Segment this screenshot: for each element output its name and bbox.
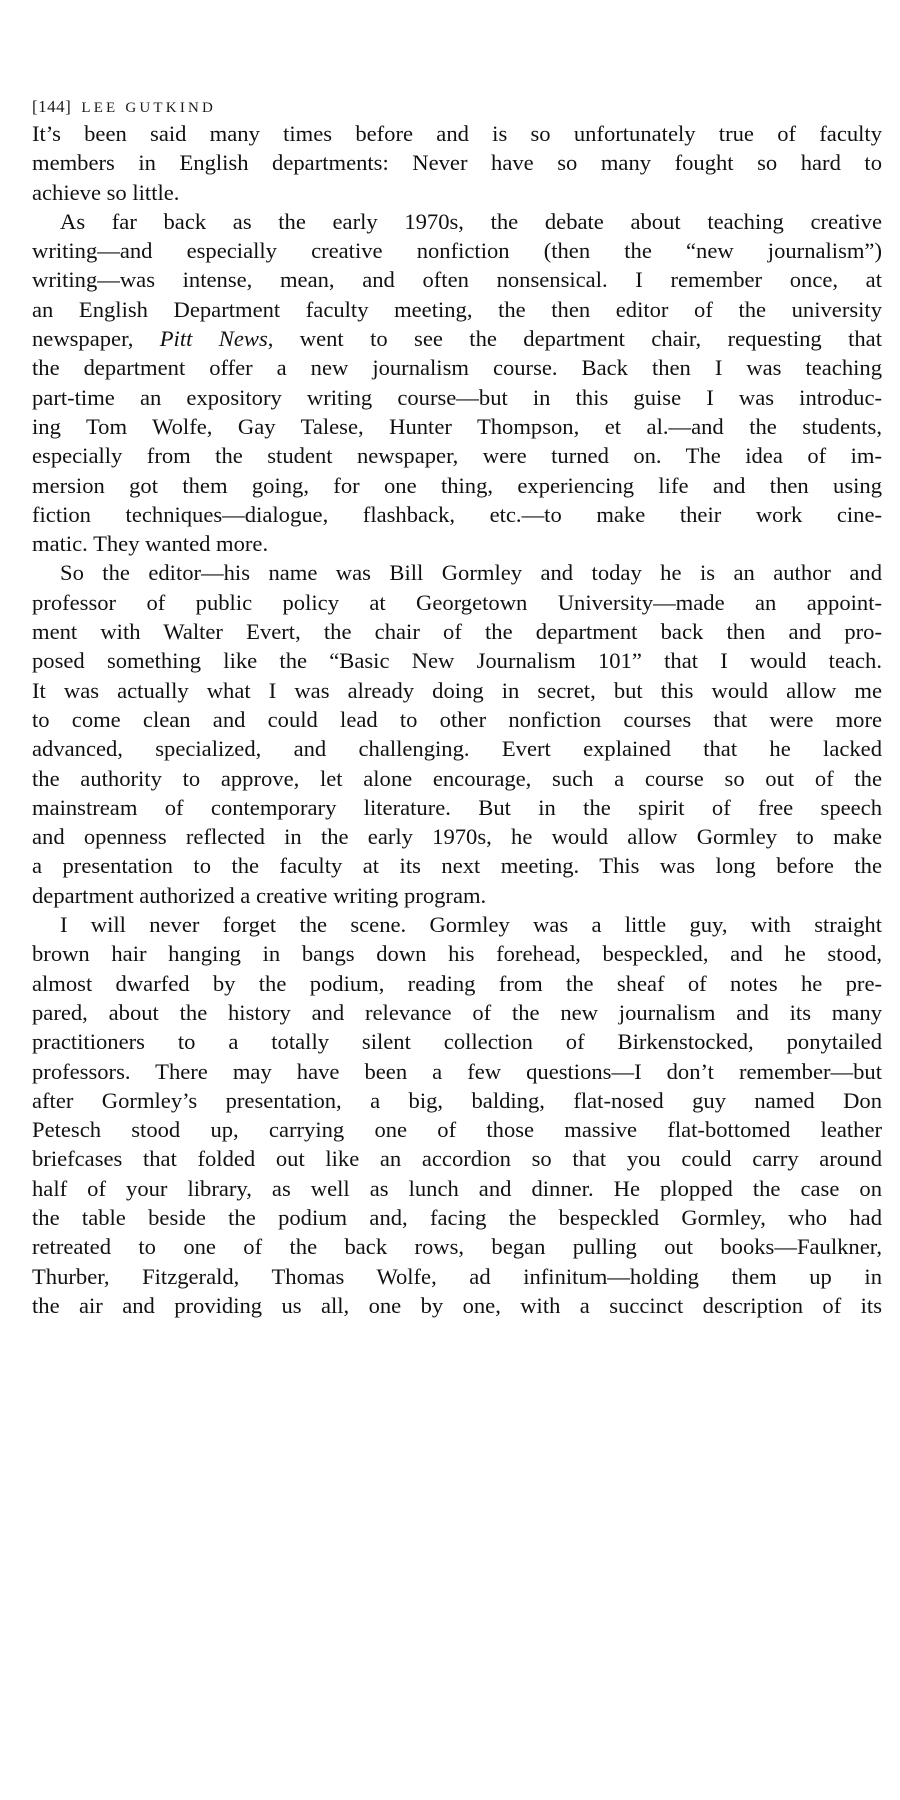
- text-line: ing Tom Wolfe, Gay Talese, Hunter Thompson, et al.—and the students,: [32, 413, 882, 439]
- text-line: after Gormley’s presentation, a big, balding, flat-nosed guy named Don: [32, 1087, 882, 1113]
- text-line: the authority to approve, let alone encourage, such a course so out of the: [32, 765, 882, 791]
- text-line: professors. There may have been a few questions—I don’t remember—but: [32, 1058, 882, 1084]
- text-line: I will never forget the scene. Gormley was a little guy, with straight: [60, 912, 882, 938]
- text-line: It was actually what I was already doing in secret, but this would allow me: [32, 677, 882, 703]
- text-line: to come clean and could lead to other nonfiction courses that were more: [32, 706, 882, 732]
- text-line: writing—was intense, mean, and often nonsensical. I remember once, at: [32, 267, 882, 293]
- page-number: [144]: [32, 97, 72, 116]
- text-line: the department offer a new journalism course. Back then I was teaching: [32, 355, 882, 381]
- text-line: ment with Walter Evert, the chair of the department back then and pro-: [32, 619, 882, 645]
- text-line: Petesch stood up, carrying one of those massive flat-bottomed leather: [32, 1117, 882, 1143]
- text-line: So the editor—his name was Bill Gormley and today he is an author and: [60, 560, 882, 586]
- text-line: mainstream of contemporary literature. But in the spirit of free speech: [32, 794, 882, 820]
- text-line: newspaper, Pitt News, went to see the department chair, requesting that: [32, 326, 882, 352]
- text-line: and openness reflected in the early 1970s, he would allow Gormley to make: [32, 824, 882, 850]
- text-line: members in English departments: Never have so many fought so hard to: [32, 150, 882, 176]
- text-line: Thurber, Fitzgerald, Thomas Wolfe, ad infinitum—holding them up in: [32, 1263, 882, 1289]
- paragraph: [32, 558, 882, 910]
- text-line: part-time an expository writing course—but in this guise I was introduc-: [32, 384, 882, 410]
- text-line: posed something like the “Basic New Journalism 101” that I would teach.: [32, 648, 882, 674]
- text-line: writing—and especially creative nonfiction (then the “new journalism”): [32, 238, 882, 264]
- text-line: It’s been said many times before and is so unfortunately true of faculty: [32, 121, 882, 146]
- text-line: a presentation to the faculty at its next meeting. This was long before the: [32, 853, 882, 879]
- paragraph: [32, 119, 882, 207]
- text-line: professor of public policy at Georgetown University—made an appoint-: [32, 589, 882, 615]
- text-line: pared, about the history and relevance of the new journalism and its many: [32, 999, 882, 1025]
- text-line: As far back as the early 1970s, the debate about teaching creative: [60, 208, 882, 234]
- paragraph: [32, 207, 882, 559]
- running-head: [32, 97, 216, 118]
- text-line: matic. They wanted more.: [32, 531, 269, 557]
- text-line: advanced, specialized, and challenging. Evert explained that he lacked: [32, 736, 882, 762]
- text-line: briefcases that folded out like an accordion so that you could carry around: [32, 1146, 882, 1172]
- text-line: fiction techniques—dialogue, flashback, etc.—to make their work cine-: [32, 501, 882, 527]
- text-line: department authorized a creative writing program.: [32, 882, 487, 908]
- text-line: especially from the student newspaper, were turned on. The idea of im-: [32, 443, 882, 469]
- text-line: retreated to one of the back rows, began pulling out books—Faulkner,: [32, 1234, 882, 1260]
- text-line: half of your library, as well as lunch and dinner. He plopped the case on: [32, 1175, 882, 1201]
- text-line: mersion got them going, for one thing, experiencing life and then using: [32, 472, 882, 498]
- text-line: practitioners to a totally silent collection of Birkenstocked, ponytailed: [32, 1029, 882, 1055]
- author-name: LEE GUTKIND: [81, 100, 217, 116]
- italic-title: Pitt News: [159, 326, 268, 352]
- text-line: almost dwarfed by the podium, reading from the sheaf of notes he pre-: [32, 970, 882, 996]
- paragraph: [32, 910, 882, 1320]
- text-line: an English Department faculty meeting, the then editor of the university: [32, 296, 882, 322]
- text-line: brown hair hanging in bangs down his forehead, bespeckled, and he stood,: [32, 941, 882, 967]
- text-line: the air and providing us all, one by one, with a succinct description of its: [32, 1292, 882, 1318]
- body-text: [32, 119, 882, 1320]
- text-line: the table beside the podium and, facing the bespeckled Gormley, who had: [32, 1204, 882, 1230]
- text-line: achieve so little.: [32, 179, 180, 205]
